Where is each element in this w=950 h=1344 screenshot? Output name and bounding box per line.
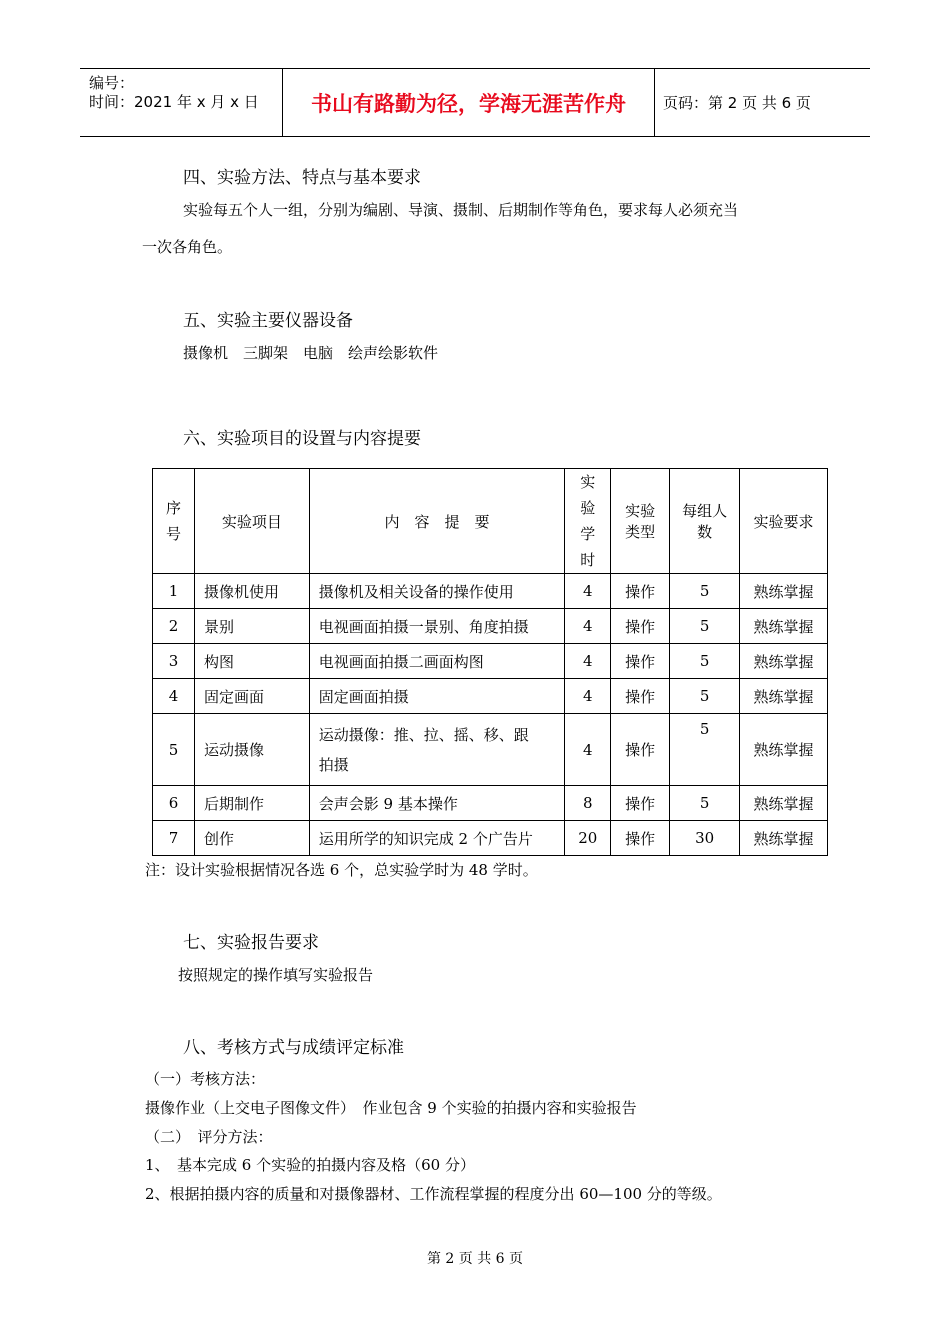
cell-no: 3	[153, 644, 195, 679]
section-4-line-2: 一次各角色。	[142, 238, 233, 256]
cell-req: 熟练掌握	[740, 714, 828, 786]
header-motto: 书山有路勤为径，学海无涯苦作舟	[283, 69, 655, 136]
cell-no: 2	[153, 609, 195, 644]
cell-req: 熟练掌握	[740, 644, 828, 679]
cell-type: 操作	[611, 821, 670, 856]
cell-people: 30	[670, 821, 740, 856]
section-6-title: 六、实验项目的设置与内容提要	[183, 429, 421, 449]
page-footer: 第 2 页 共 6 页	[426, 1251, 524, 1267]
cell-item: 固定画面	[194, 679, 309, 714]
header-cell-no: 序号	[153, 469, 195, 574]
section-8-line-4: 1、 基本完成 6 个实验的拍摄内容及格（60 分）	[145, 1156, 475, 1174]
table-row	[153, 714, 828, 786]
cell-item: 创作	[194, 821, 309, 856]
cell-req: 熟练掌握	[740, 679, 828, 714]
cell-people: 5	[670, 786, 740, 821]
cell-people: 5	[670, 644, 740, 679]
cell-people: 5	[670, 714, 740, 786]
cell-content: 固定画面拍摄	[309, 679, 565, 714]
section-4-title: 四、实验方法、特点与基本要求	[183, 168, 421, 188]
cell-hours: 8	[565, 786, 611, 821]
header-cell-type: 实验类型	[611, 469, 670, 574]
cell-no: 1	[153, 574, 195, 609]
cell-item: 运动摄像	[194, 714, 309, 786]
cell-no: 4	[153, 679, 195, 714]
cell-content	[309, 714, 565, 786]
cell-content-line-1: 运动摄像：推、拉、摇、移、跟	[318, 725, 529, 744]
cell-people: 5	[670, 679, 740, 714]
cell-req: 熟练掌握	[740, 574, 828, 609]
cell-item: 后期制作	[194, 786, 309, 821]
table-row	[153, 574, 828, 609]
cell-people: 5	[670, 574, 740, 609]
cell-no: 7	[153, 821, 195, 856]
cell-type: 操作	[611, 714, 670, 786]
cell-hours: 4	[565, 644, 611, 679]
cell-type: 操作	[611, 786, 670, 821]
cell-no: 5	[153, 714, 195, 786]
header-cell-req: 实验要求	[740, 469, 828, 574]
table-row	[153, 679, 828, 714]
cell-content: 会声会影 9 基本操作	[309, 786, 565, 821]
page-header	[80, 68, 870, 137]
cell-item: 摄像机使用	[194, 574, 309, 609]
cell-type: 操作	[611, 679, 670, 714]
table-row	[153, 609, 828, 644]
cell-hours: 4	[565, 574, 611, 609]
cell-content: 电视画面拍摄一景别、角度拍摄	[309, 609, 565, 644]
section-5-text: 摄像机 三脚架 电脑 绘声绘影软件	[183, 344, 439, 362]
section-4-line-1: 实验每五个人一组，分别为编剧、导演、摄制、后期制作等角色，要求每人必须充当	[183, 201, 739, 219]
section-8-line-2: 摄像作业（上交电子图像文件） 作业包含 9 个实验的拍摄内容和实验报告	[145, 1099, 637, 1117]
table-row	[153, 786, 828, 821]
cell-hours: 20	[565, 821, 611, 856]
cell-content-line-2: 拍摄	[318, 755, 349, 774]
cell-type: 操作	[611, 574, 670, 609]
cell-hours: 4	[565, 679, 611, 714]
doc-number-label: 编号：	[89, 74, 135, 92]
table-row	[153, 644, 828, 679]
section-8-line-5: 2、根据拍摄内容的质量和对摄像器材、工作流程掌握的程度分出 60—100 分的等级。	[145, 1185, 722, 1203]
cell-type: 操作	[611, 609, 670, 644]
doc-time-label: 时间：2021 年 x 月 x 日	[89, 93, 259, 111]
header-cell-people: 每组人数	[670, 469, 740, 574]
table-header-row	[153, 469, 828, 574]
header-cell-item: 实验项目	[194, 469, 309, 574]
cell-hours: 4	[565, 609, 611, 644]
header-cell-content: 内 容 提 要	[309, 469, 565, 574]
experiment-table	[152, 468, 828, 856]
header-cell-hours: 实验学时	[565, 469, 611, 574]
cell-content: 运用所学的知识完成 2 个广告片	[309, 821, 565, 856]
cell-item: 构图	[194, 644, 309, 679]
cell-req: 熟练掌握	[740, 609, 828, 644]
section-5-title: 五、实验主要仪器设备	[183, 311, 353, 331]
section-7-text: 按照规定的操作填写实验报告	[178, 966, 374, 984]
cell-people: 5	[670, 609, 740, 644]
cell-hours: 4	[565, 714, 611, 786]
section-8-line-1: （一）考核方法：	[145, 1070, 266, 1088]
cell-type: 操作	[611, 644, 670, 679]
table-note: 注：设计实验根据情况各选 6 个，总实验学时为 48 学时。	[145, 861, 538, 879]
cell-content: 电视画面拍摄二画面构图	[309, 644, 565, 679]
cell-req: 熟练掌握	[740, 786, 828, 821]
table-row	[153, 821, 828, 856]
section-8-line-3: （二） 评分方法：	[145, 1128, 273, 1146]
cell-no: 6	[153, 786, 195, 821]
cell-content: 摄像机及相关设备的操作使用	[309, 574, 565, 609]
section-8-title: 八、考核方式与成绩评定标准	[183, 1038, 404, 1058]
header-meta	[80, 69, 283, 136]
header-page-info: 页码：第 2 页 共 6 页	[663, 94, 811, 112]
cell-item: 景别	[194, 609, 309, 644]
cell-req: 熟练掌握	[740, 821, 828, 856]
section-7-title: 七、实验报告要求	[183, 933, 319, 953]
